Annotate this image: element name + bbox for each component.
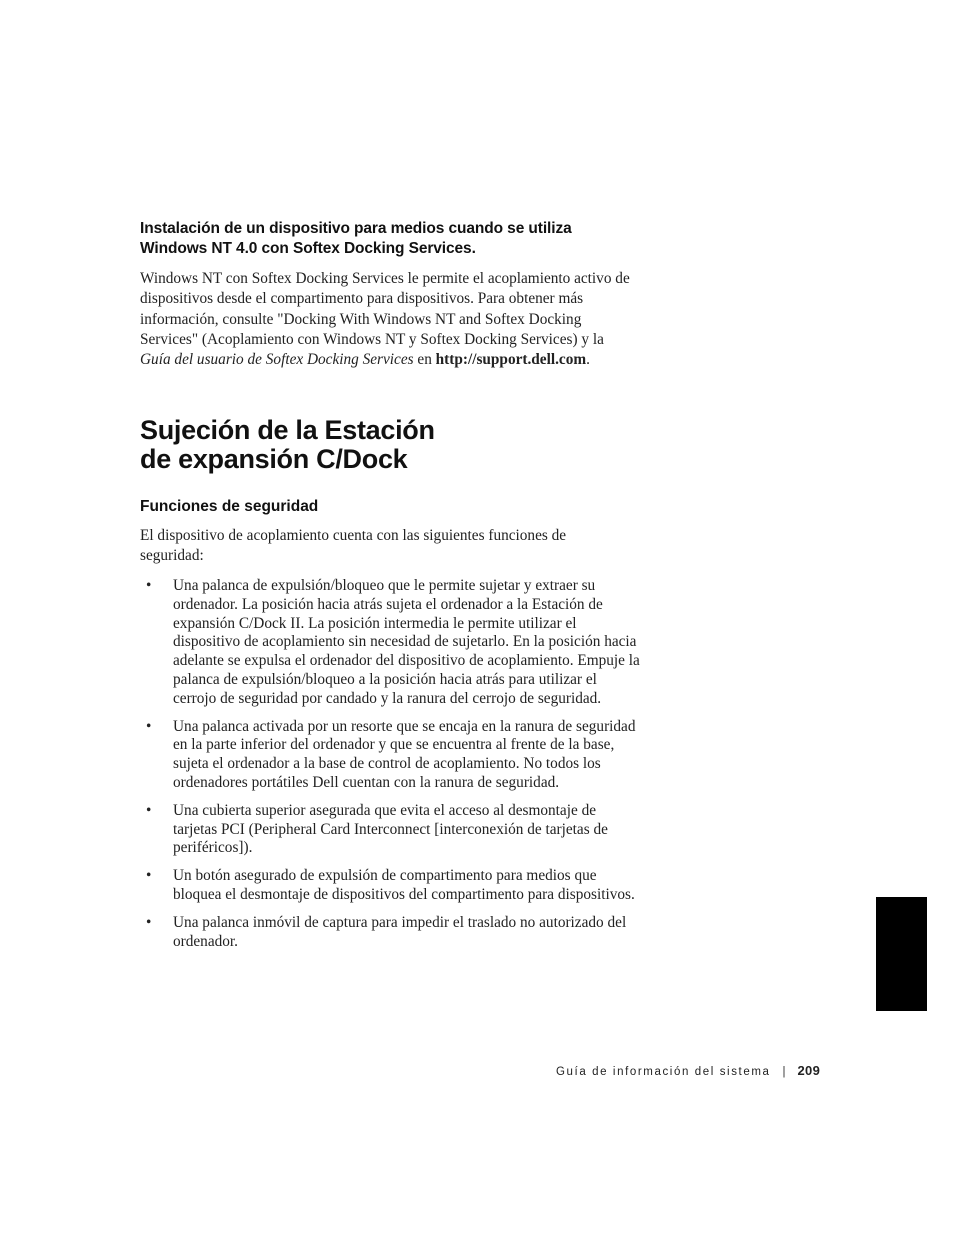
section-title [140, 416, 640, 474]
section-title-line1: Sujeción de la Estación [140, 415, 435, 445]
install-heading-line2: Windows NT 4.0 con Softex Docking Services. [140, 240, 476, 257]
list-item [140, 867, 640, 905]
security-intro: El dispositivo de acoplamiento cuenta con las siguientes funciones de seguridad: [140, 527, 567, 565]
security-subheading: Funciones de seguridad [140, 498, 319, 515]
install-paragraph-end: . [586, 351, 590, 369]
list-item-text: Una cubierta superior asegurada que evita el acceso al desmontaje de tarjetas PCI (Peripheral Card Interconnect [interconexión de tarjetas de periféricos]). [173, 801, 608, 857]
section-title-line2: de expansión C/Dock [140, 444, 408, 474]
list-item-text: Una palanca activada por un resorte que se encaja en la ranura de seguridad en la parte inferior del ordenador y que se encuentra al frente de la base, sujeta el ordenador a la base de control de acoplamiento. No todos los ordenadores portátiles Dell cuentan con la ranura de seguridad. [173, 717, 636, 791]
install-paragraph-text: Windows NT con Softex Docking Services le permite el acoplamiento activo de dispositivos desde el compartimento para dispositivos. Para obtener más información, consulte "Docking With Windows NT and Softex Docking Services" (Acoplamiento con Windows NT y Softex Docking Services) y la [140, 270, 630, 348]
chapter-thumb-tab [876, 897, 927, 1011]
list-item [140, 718, 640, 793]
footer-guide-title: Guía de información del sistema [556, 1066, 771, 1078]
support-link[interactable]: http://support.dell.com [435, 351, 587, 369]
list-item [140, 802, 640, 858]
security-features-list [140, 577, 640, 960]
list-item [140, 914, 640, 952]
bullet-icon: • [146, 577, 152, 594]
list-item-text: Una palanca de expulsión/bloqueo que le permite sujetar y extraer su ordenador. La posición hacia atrás sujeta el ordenador a la Estación de expansión C/Dock II. La posición intermedia le permite utilizar el dispositivo de acoplamiento sin necesidad de sujetarlo. En la posición hacia adelante se expulsa el ordenador del dispositivo de acoplamiento. Empuje la palanca de expulsión/bloqueo a la posición hacia atrás para utilizar el cerrojo de seguridad por candado y la ranura del cerrojo de seguridad. [173, 577, 640, 707]
page-number: 209 [797, 1063, 821, 1078]
list-item [140, 577, 640, 709]
list-item-text: Un botón asegurado de expulsión de compartimento para medios que bloquea el desmontaje de dispositivos del compartimento para dispositivos. [173, 867, 635, 903]
install-paragraph-connector: en [413, 351, 436, 369]
bullet-icon: • [146, 717, 152, 735]
bullet-icon: • [146, 801, 152, 819]
bullet-icon: • [146, 867, 152, 885]
install-paragraph [140, 269, 635, 370]
bullet-icon: • [146, 913, 152, 931]
page-footer [556, 1062, 846, 1082]
softex-guide-title: Guía del usuario de Softex Docking Services [140, 351, 414, 369]
footer-separator: | [782, 1066, 786, 1078]
install-heading-line1: Instalación de un dispositivo para medios cuando se utiliza [140, 220, 572, 237]
list-item-text: Una palanca inmóvil de captura para impedir el traslado no autorizado del ordenador. [173, 913, 627, 950]
install-heading [140, 219, 640, 259]
